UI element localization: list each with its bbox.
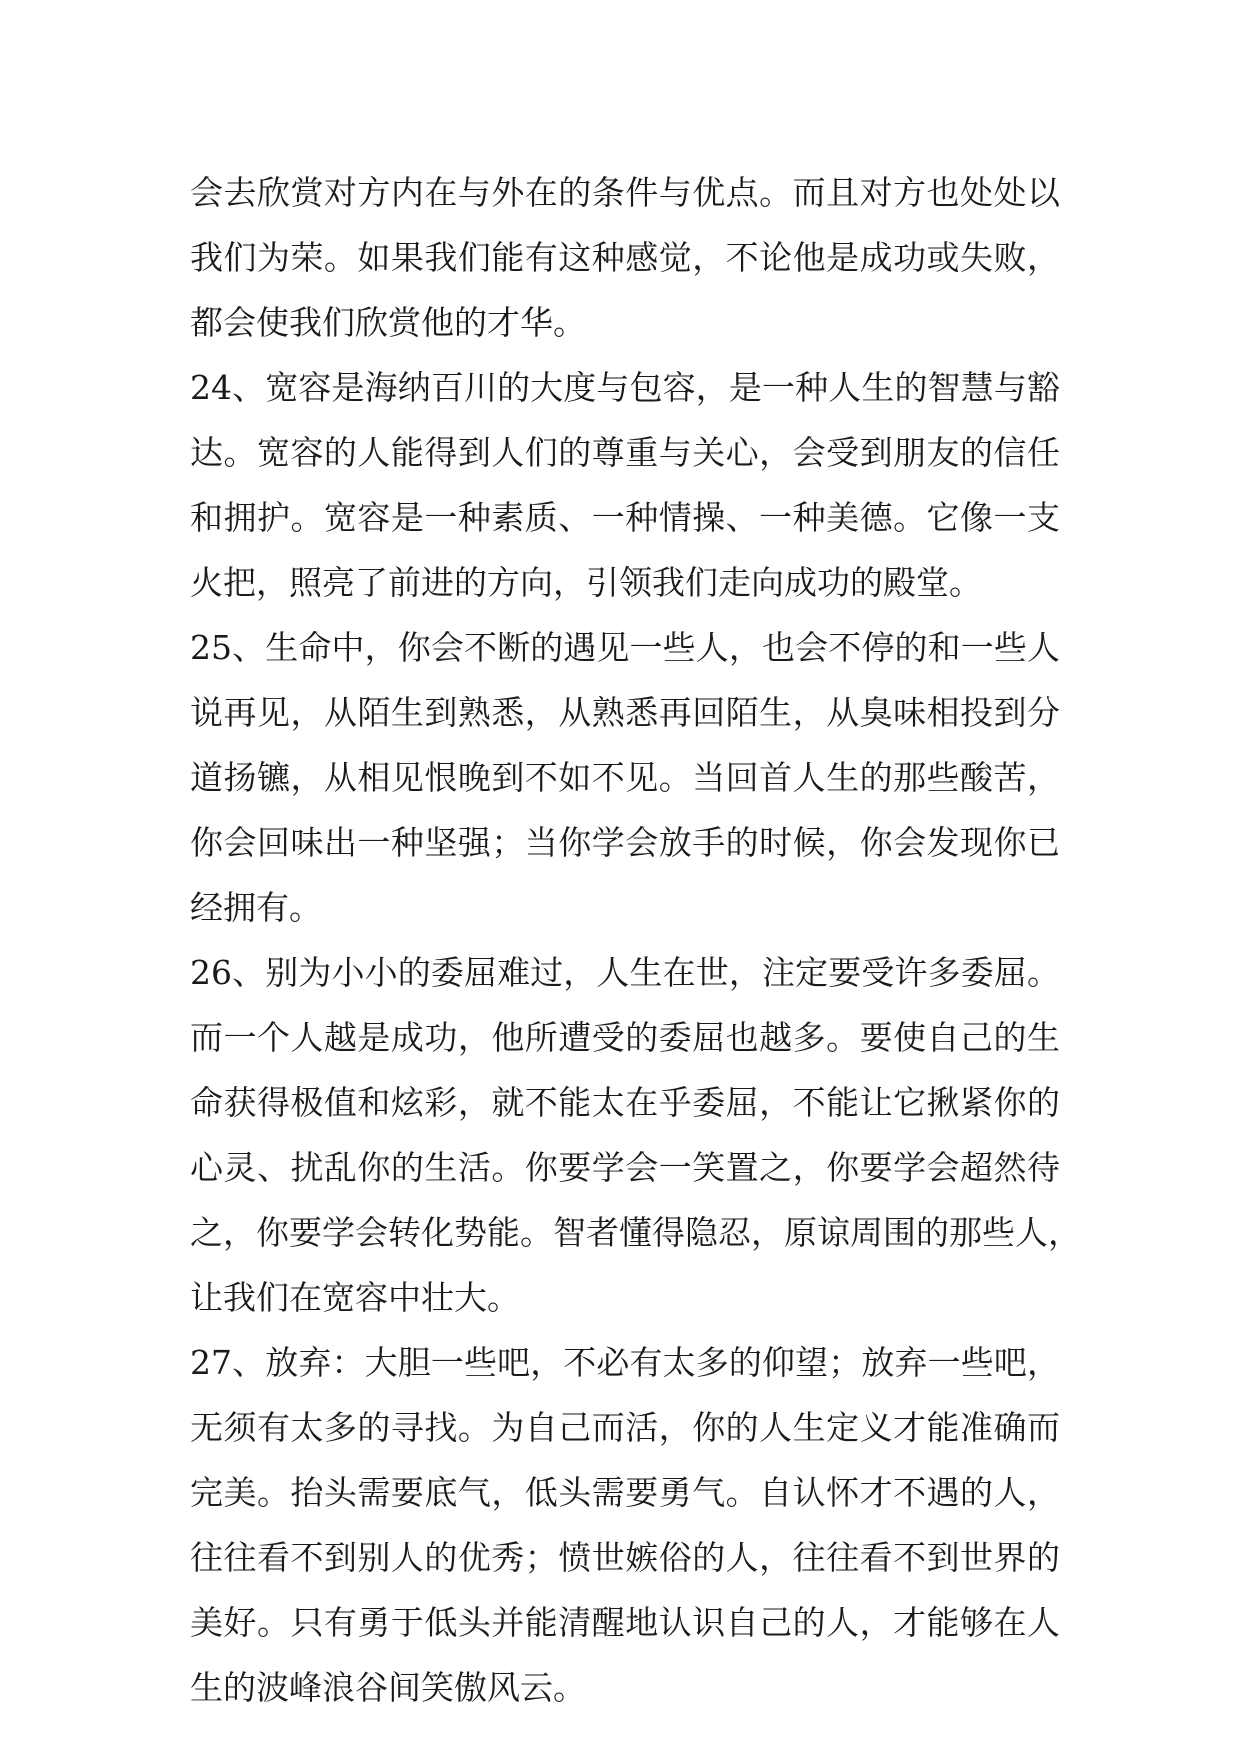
text-line: 说再见，从陌生到熟悉，从熟悉再回陌生，从臭味相投到分: [190, 693, 1060, 732]
text-line: 我们为荣。如果我们能有这种感觉，不论他是成功或失败，: [190, 238, 1060, 277]
text-line: 生的波峰浪谷间笑傲风云。: [190, 1668, 586, 1707]
text-line: 心灵、扰乱你的生活。你要学会一笑置之，你要学会超然待: [190, 1148, 1060, 1187]
text-line: 无须有太多的寻找。为自己而活，你的人生定义才能准确而: [190, 1408, 1060, 1447]
text-line: 会去欣赏对方内在与外在的条件与优点。而且对方也处处以: [190, 173, 1060, 212]
text-line: 和拥护。宽容是一种素质、一种情操、一种美德。它像一支: [190, 498, 1060, 537]
text-line: 完美。抬头需要底气，低头需要勇气。自认怀才不遇的人，: [190, 1473, 1060, 1512]
text-line: 命获得极值和炫彩，就不能太在乎委屈，不能让它揪紧你的: [190, 1083, 1060, 1122]
text-line: 道扬镳，从相见恨晚到不如不见。当回首人生的那些酸苦，: [190, 758, 1060, 797]
text-line: 让我们在宽容中壮大。: [190, 1278, 520, 1317]
text-line: 26、别为小小的委屈难过，人生在世，注定要受许多委屈。: [190, 953, 1060, 992]
text-line: 25、生命中，你会不断的遇见一些人，也会不停的和一些人: [190, 628, 1060, 667]
text-line: 往往看不到别人的优秀；愤世嫉俗的人，往往看不到世界的: [190, 1538, 1060, 1577]
document-body: [190, 160, 1081, 1720]
text-line: 火把，照亮了前进的方向，引领我们走向成功的殿堂。: [190, 563, 982, 602]
text-line: 27、放弃：大胆一些吧，不必有太多的仰望；放弃一些吧，: [190, 1343, 1060, 1382]
text-line: 而一个人越是成功，他所遭受的委屈也越多。要使自己的生: [190, 1018, 1060, 1057]
text-line: 达。宽容的人能得到人们的尊重与关心，会受到朋友的信任: [190, 433, 1060, 472]
text-line: 24、宽容是海纳百川的大度与包容，是一种人生的智慧与豁: [190, 368, 1060, 407]
text-line: 美好。只有勇于低头并能清醒地认识自己的人，才能够在人: [190, 1603, 1060, 1642]
text-line: 经拥有。: [190, 888, 322, 927]
text-line: 你会回味出一种坚强；当你学会放手的时候，你会发现你已: [190, 823, 1060, 862]
text-line: 之，你要学会转化势能。智者懂得隐忍，原谅周围的那些人，: [190, 1213, 1081, 1252]
text-line: 都会使我们欣赏他的才华。: [190, 303, 586, 342]
